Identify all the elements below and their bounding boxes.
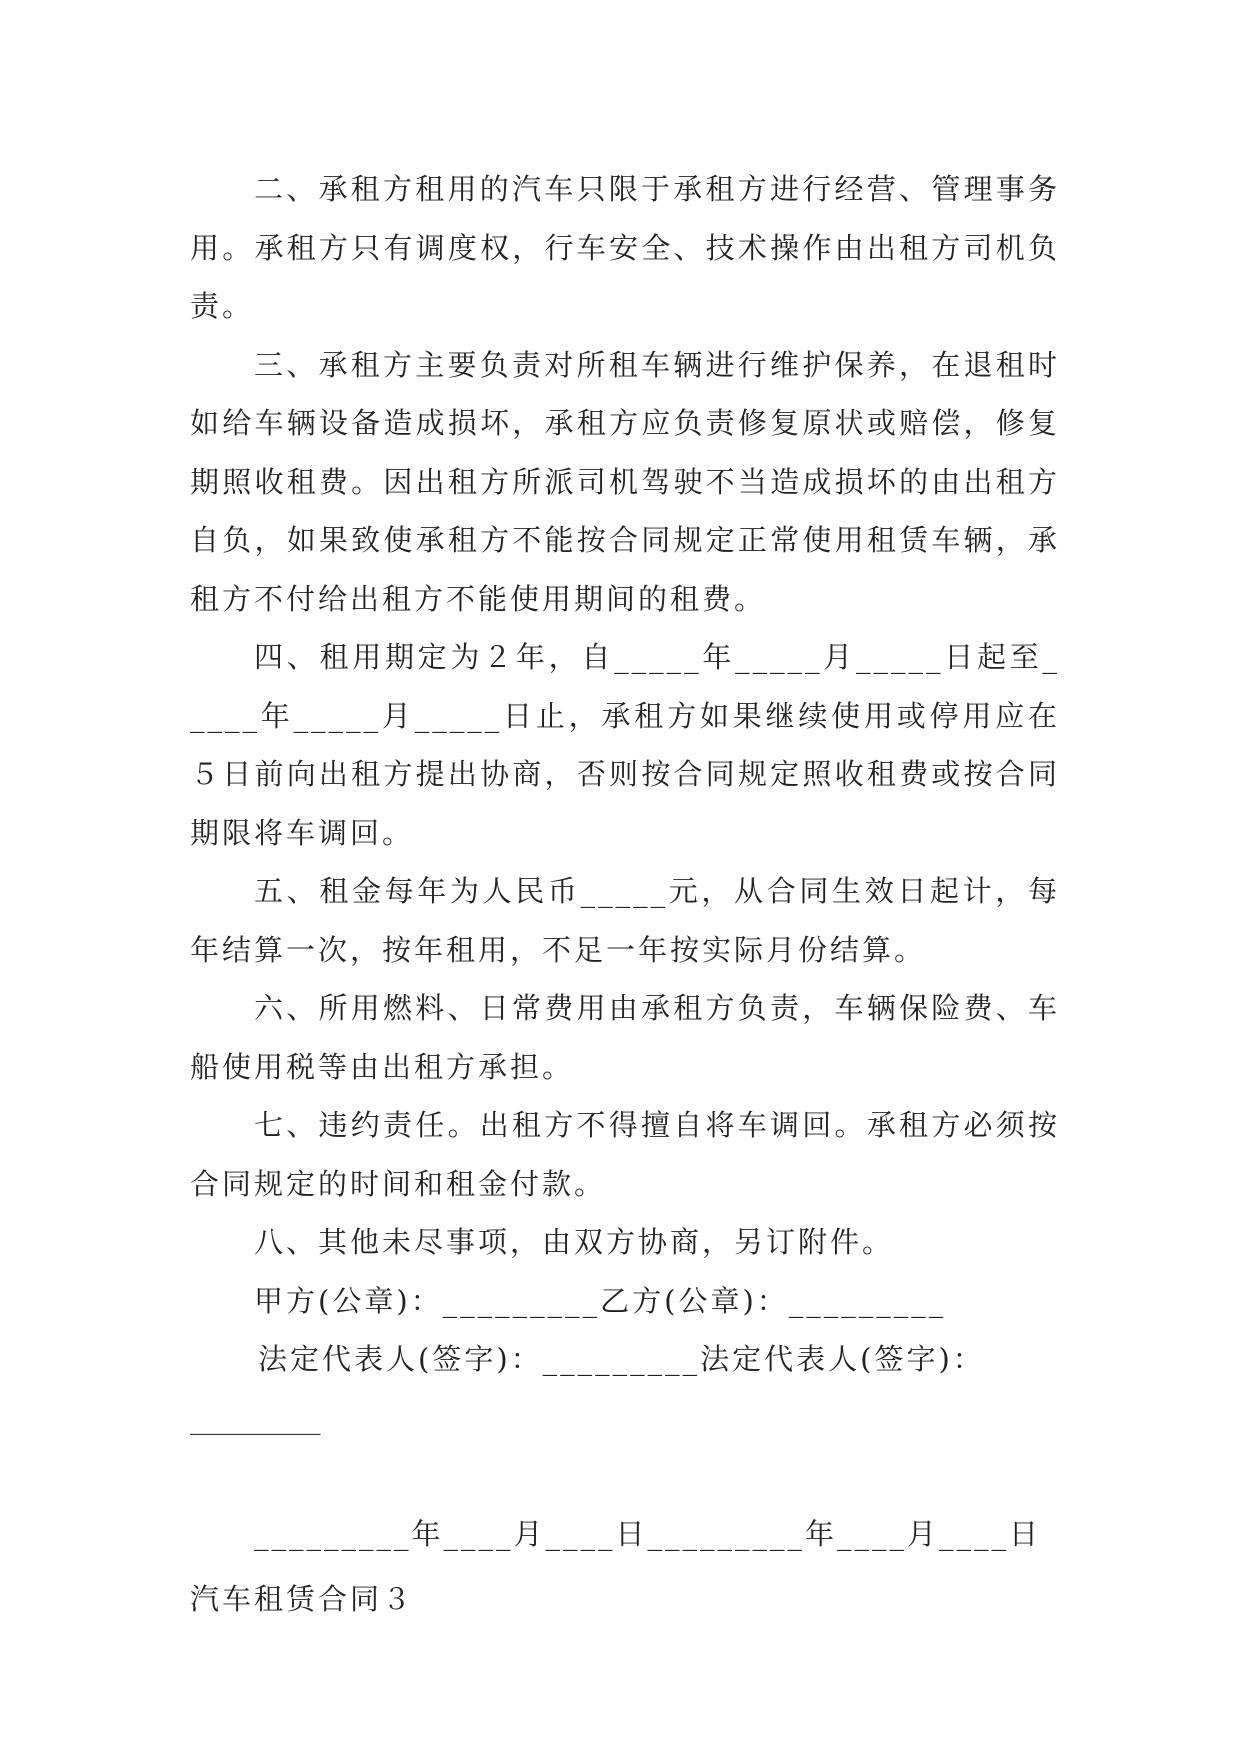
clause-6: 六、所用燃料、日常费用由承租方负责，车辆保险费、车船使用税等由出租方承担。 — [190, 991, 1060, 1084]
contract-body — [190, 160, 1060, 1628]
clause-5: 五、租金每年为人民币_____元，从合同生效日起计，每年结算一次，按年租用，不足一年按实际月份结算。 — [190, 874, 1060, 967]
clause-3: 三、承租方主要负责对所租车辆进行维护保养，在退租时如给车辆设备造成损坏，承租方应负责修复原状或赔偿，修复期照收租费。因出租方所派司机驾驶不当造成损坏的由出租方自负，如果致使承租方不能按合同规定正常使用租赁车辆，承租方不付给出租方不能使用期间的租费。 — [190, 347, 1060, 616]
legal-representative-blank: _________ — [190, 1400, 321, 1435]
legal-representative-line: 法定代表人(签字)：_________法定代表人(签字)： — [258, 1342, 985, 1376]
clause-7: 七、违约责任。出租方不得擅自将车调回。承租方必须按合同规定的时间和租金付款。 — [190, 1108, 1060, 1201]
clause-4: 四、租用期定为２年，自_____年_____月_____日起至_____年_____月_____日止，承租方如果继续使用或停用应在５日前向出租方提出协商，否则按合同规定照收租费或按合同期限将车调回。 — [190, 640, 1060, 850]
signing-date-line: _________年____月____日_________年____月____日 — [254, 1517, 1042, 1551]
clause-2: 二、承租方租用的汽车只限于承租方进行经营、管理事务用。承租方只有调度权，行车安全、技术操作由出租方司机负责。 — [190, 172, 1060, 323]
party-seal-line: 甲方(公章)：_________乙方(公章)：_________ — [254, 1283, 947, 1318]
clause-8: 八、其他未尽事项，由双方协商，另订附件。 — [254, 1225, 895, 1259]
next-contract-title: 汽车租赁合同３ — [190, 1581, 415, 1616]
